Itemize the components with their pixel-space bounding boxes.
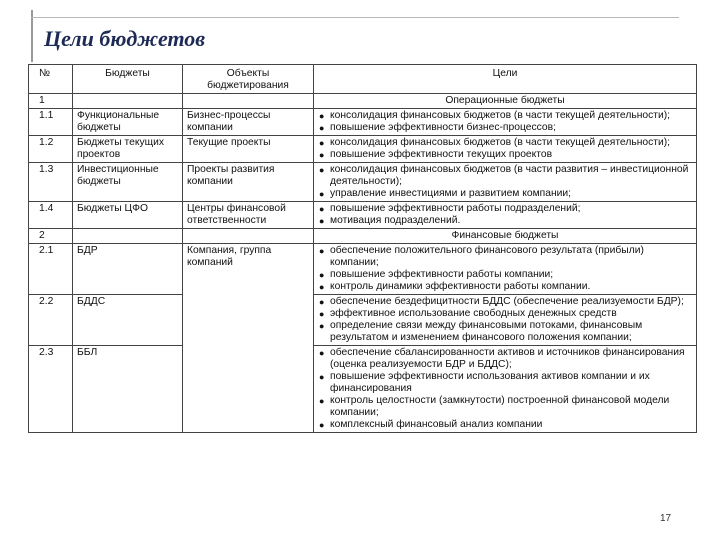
budget-name: Бюджеты текущих проектов	[73, 136, 183, 163]
goal-text: повышение эффективности текущих проектов	[330, 149, 553, 160]
goal-text: управление инвестициями и развитием компании;	[330, 188, 572, 199]
header-goals: Цели	[314, 65, 697, 94]
section-spacer	[73, 94, 183, 109]
goal-text: консолидация финансовых бюджетов (в части текущей деятельности);	[330, 110, 671, 121]
header-objects: Объекты бюджетирования	[183, 65, 314, 94]
goals-cell	[314, 346, 697, 433]
table-row	[29, 202, 697, 229]
budget-object: Центры финансовой ответственности	[183, 202, 314, 229]
section-row	[29, 229, 697, 244]
slide-title: Цели бюджетов	[44, 26, 206, 51]
goal-item	[318, 281, 692, 293]
goal-item	[318, 149, 692, 161]
header-budgets: Бюджеты	[73, 65, 183, 94]
section-title: Финансовые бюджеты	[314, 229, 697, 244]
bullet-icon: ●	[319, 111, 325, 121]
goal-text: контроль целостности (замкнутости) построенной финансовой модели компании;	[330, 395, 670, 418]
goal-item	[318, 308, 692, 320]
goal-item	[318, 164, 692, 188]
goal-item	[318, 137, 692, 149]
bullet-icon: ●	[319, 270, 325, 280]
goal-item	[318, 122, 692, 134]
page-number: 17	[660, 513, 672, 524]
goal-item	[318, 419, 692, 431]
budget-object: Бизнес-процессы компании	[183, 109, 314, 136]
goals-cell	[314, 295, 697, 346]
goal-item	[318, 320, 692, 344]
table-row	[29, 163, 697, 202]
goal-text: консолидация финансовых бюджетов (в части текущей деятельности);	[330, 137, 671, 148]
goals-list	[318, 296, 692, 344]
bullet-icon: ●	[319, 372, 325, 382]
bullet-icon: ●	[319, 123, 325, 133]
bullet-icon: ●	[319, 309, 325, 319]
budget-name: Бюджеты ЦФО	[73, 202, 183, 229]
goals-cell	[314, 136, 697, 163]
row-number: 1.2	[29, 136, 73, 163]
goal-item	[318, 110, 692, 122]
goal-text: повышение эффективности использования активов компании и их финансирования	[330, 371, 650, 394]
goal-text: мотивация подразделений.	[330, 215, 461, 226]
budget-name: ББЛ	[73, 346, 183, 433]
bullet-icon: ●	[319, 297, 325, 307]
goals-cell	[314, 244, 697, 295]
bullet-icon: ●	[319, 348, 325, 358]
bullet-icon: ●	[319, 246, 325, 256]
bullet-icon: ●	[319, 165, 325, 175]
row-number: 1.1	[29, 109, 73, 136]
goals-list	[318, 110, 692, 134]
budget-object: Проекты развития компании	[183, 163, 314, 202]
section-spacer	[183, 94, 314, 109]
goal-text: комплексный финансовый анализ компании	[330, 419, 543, 430]
goal-text: консолидация финансовых бюджетов (в части развития – инвестиционной деятельности);	[330, 164, 689, 187]
bullet-icon: ●	[319, 189, 325, 199]
row-number: 1.3	[29, 163, 73, 202]
goals-list	[318, 245, 692, 293]
budget-object: Компания, группа компаний	[183, 244, 314, 433]
row-number: 2.2	[29, 295, 73, 346]
goals-list	[318, 137, 692, 161]
budget-object: Текущие проекты	[183, 136, 314, 163]
goals-list	[318, 164, 692, 200]
goal-text: обеспечение сбалансированности активов и источников финансирования (оценка реализуемости БДР и БДДС);	[330, 347, 685, 370]
goal-item	[318, 203, 692, 215]
table-row	[29, 136, 697, 163]
goals-cell	[314, 109, 697, 136]
goal-text: контроль динамики эффективности работы компании.	[330, 281, 591, 292]
goal-item	[318, 245, 692, 269]
bullet-icon: ●	[319, 396, 325, 406]
goal-item	[318, 188, 692, 200]
goal-text: повышение эффективности бизнес-процессов;	[330, 122, 556, 133]
bullet-icon: ●	[319, 282, 325, 292]
goal-text: обеспечение положительного финансового результата (прибыли) компании;	[330, 245, 644, 268]
header-num: №	[29, 65, 73, 94]
row-number: 2.3	[29, 346, 73, 433]
decorative-horizontal-line	[31, 17, 679, 18]
section-number: 2	[29, 229, 73, 244]
goals-list	[318, 203, 692, 227]
bullet-icon: ●	[319, 420, 325, 430]
goals-cell	[314, 202, 697, 229]
goal-item	[318, 347, 692, 371]
goal-item	[318, 296, 692, 308]
budget-goals-table	[28, 64, 697, 433]
goal-item	[318, 215, 692, 227]
goal-text: определение связи между финансовыми потоками, финансовым результатом и изменением финансового положения компании;	[330, 320, 643, 343]
goal-item	[318, 269, 692, 281]
goal-text: обеспечение бездефицитности БДДС (обеспечение реализуемости БДР);	[330, 296, 684, 307]
bullet-icon: ●	[319, 204, 325, 214]
section-spacer	[183, 229, 314, 244]
section-number: 1	[29, 94, 73, 109]
goal-item	[318, 371, 692, 395]
section-row	[29, 94, 697, 109]
bullet-icon: ●	[319, 321, 325, 331]
goals-cell	[314, 163, 697, 202]
goal-item	[318, 395, 692, 419]
section-spacer	[73, 229, 183, 244]
table-row	[29, 109, 697, 136]
goals-list	[318, 347, 692, 431]
bullet-icon: ●	[319, 138, 325, 148]
budget-name: Инвестиционные бюджеты	[73, 163, 183, 202]
table-body	[29, 65, 697, 433]
budget-name: Функциональные бюджеты	[73, 109, 183, 136]
table-row	[29, 244, 697, 295]
bullet-icon: ●	[319, 150, 325, 160]
section-title: Операционные бюджеты	[314, 94, 697, 109]
goal-text: повышение эффективности работы компании;	[330, 269, 554, 280]
budget-name: БДДС	[73, 295, 183, 346]
bullet-icon: ●	[319, 216, 325, 226]
header-row	[29, 65, 697, 94]
goal-text: эффективное использование свободных денежных средств	[330, 308, 617, 319]
goal-text: повышение эффективности работы подразделений;	[330, 203, 581, 214]
table-row	[29, 346, 697, 433]
row-number: 1.4	[29, 202, 73, 229]
row-number: 2.1	[29, 244, 73, 295]
budget-name: БДР	[73, 244, 183, 295]
table-row	[29, 295, 697, 346]
